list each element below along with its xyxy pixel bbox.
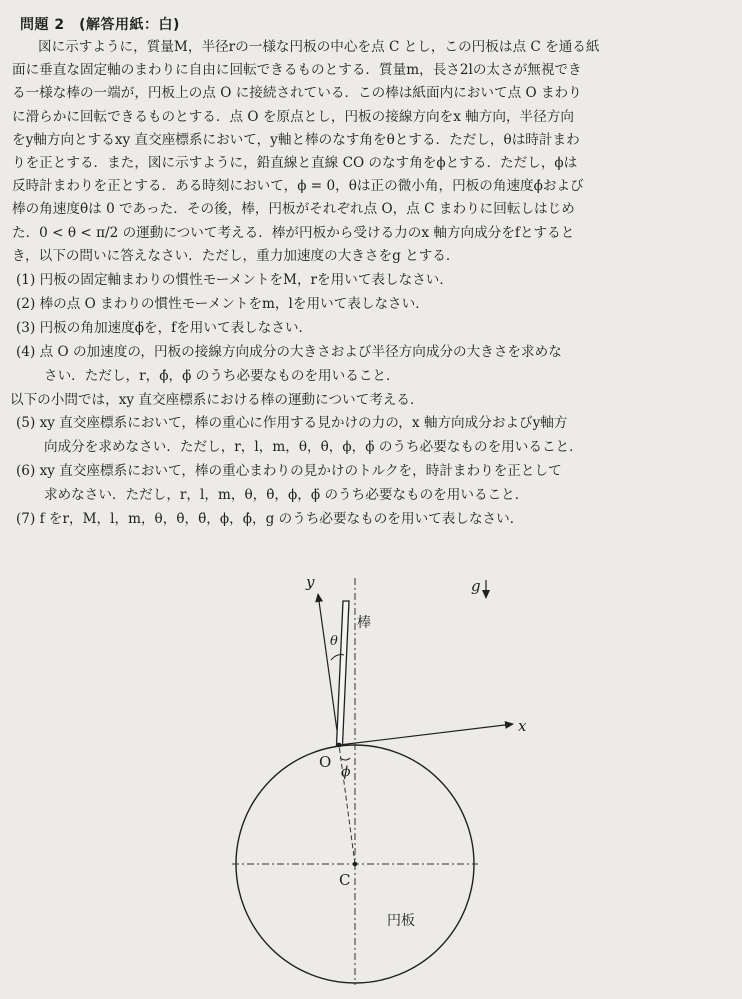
center-point [353, 862, 358, 867]
statement-line: 図に示すように，質量M，半径rの一様な円板の中心を点 C とし，この円板は点 C を通る紙 [38, 39, 600, 55]
label-x-axis: x [518, 717, 527, 735]
label-disk: 円板 [387, 913, 415, 929]
question-list [10, 269, 734, 532]
statement-line: 棒の角速度θ̇は 0 であった．その後，棒，円板がそれぞれ点 O，点 C まわりに回転しはじめ [12, 201, 575, 218]
question-5-cont: 向成分を求めなさい．ただし，r，l，m，θ，θ̇，ϕ，ϕ̈ のうち必要なものを用いること． [44, 439, 583, 456]
y-axis-arrow [318, 594, 339, 745]
question-1: (1) 円板の固定軸まわりの慣性モーメントをM，rを用いて表しなさい． [16, 272, 453, 288]
pivot-point-O [337, 743, 342, 748]
label-gravity: g [471, 577, 481, 595]
problem-statement [12, 36, 728, 268]
question-2: (2) 棒の点 O まわりの慣性モーメントをm，lを用いて表しなさい． [16, 295, 429, 312]
statement-line: をy軸方向とするxy 直交座標系において，y軸と棒のなす角をθとする．ただし，θは時計まわ [12, 131, 580, 148]
question-5: (5) xy 直交座標系において，棒の重心に作用する見かけの力の，x 軸方向成分およびy軸方 [16, 415, 568, 432]
mechanics-diagram [0, 560, 742, 999]
statement-line: 反時計まわりを正とする．ある時刻において，ϕ = 0，θは正の微小角，円板の角速度ϕ̇および [12, 178, 584, 195]
label-point-O: O [319, 753, 332, 771]
question-6: (6) xy 直交座標系において，棒の重心まわりの見かけのトルクを，時計まわりを正として [16, 463, 562, 480]
label-rod: 棒 [357, 615, 371, 631]
label-point-C: C [339, 871, 351, 889]
question-6-cont: 求めなさい．ただし，r，l，m，θ，θ̇，ϕ，ϕ̈ のうち必要なものを用いること． [44, 487, 529, 504]
x-axis-arrow [339, 724, 513, 745]
statement-line: き，以下の問いに答えなさい．ただし，重力加速度の大きさをg とする． [12, 247, 460, 264]
label-y-axis: y [306, 573, 315, 591]
question-7: (7) f をr，M，l，m，θ，θ̇，θ̈，ϕ，ϕ̇，g のうち必要なものを用いて表しなさい． [16, 511, 524, 528]
statement-line: に滑らかに回転できるものとする．点 O を原点とし，円板の接線方向をx 軸方向，半径方向 [12, 108, 574, 125]
phi-arc [340, 758, 350, 760]
problem-title: 問題 2 (解答用紙：白) [20, 17, 180, 33]
question-4: (4) 点 O の加速度の，円板の接線方向成分の大きさおよび半径方向成分の大きさを求めな [16, 343, 562, 360]
statement-line: る一様な棒の一端が，円板上の点 O に接続されている．この棒は紙面内において点 O まわり [12, 85, 582, 102]
question-3: (3) 円板の角加速度ϕ̈を，fを用いて表しなさい． [16, 319, 313, 336]
statement-line: た．0 < θ < π/2 の運動について考える．棒が円板から受ける力のx 軸方向成分をfとすると [12, 224, 575, 241]
statement-line: りを正とする．また，図に示すように，鉛直線と直線 CO のなす角をϕとする．ただし，ϕは [12, 155, 578, 172]
label-phi: ϕ [341, 764, 351, 780]
question-4-cont: さい．ただし，r，ϕ̇，ϕ̈ のうち必要なものを用いること． [44, 367, 400, 384]
rod [337, 601, 350, 745]
label-theta: θ [330, 634, 338, 649]
statement-line: 面に垂直な固定軸のまわりに自由に回転できるものとする．質量m，長さ2lの太さが無視でき [12, 62, 582, 79]
line-CO [339, 745, 355, 864]
subquestion-note: 以下の小問では，xy 直交座標系における棒の運動について考える． [10, 391, 424, 408]
